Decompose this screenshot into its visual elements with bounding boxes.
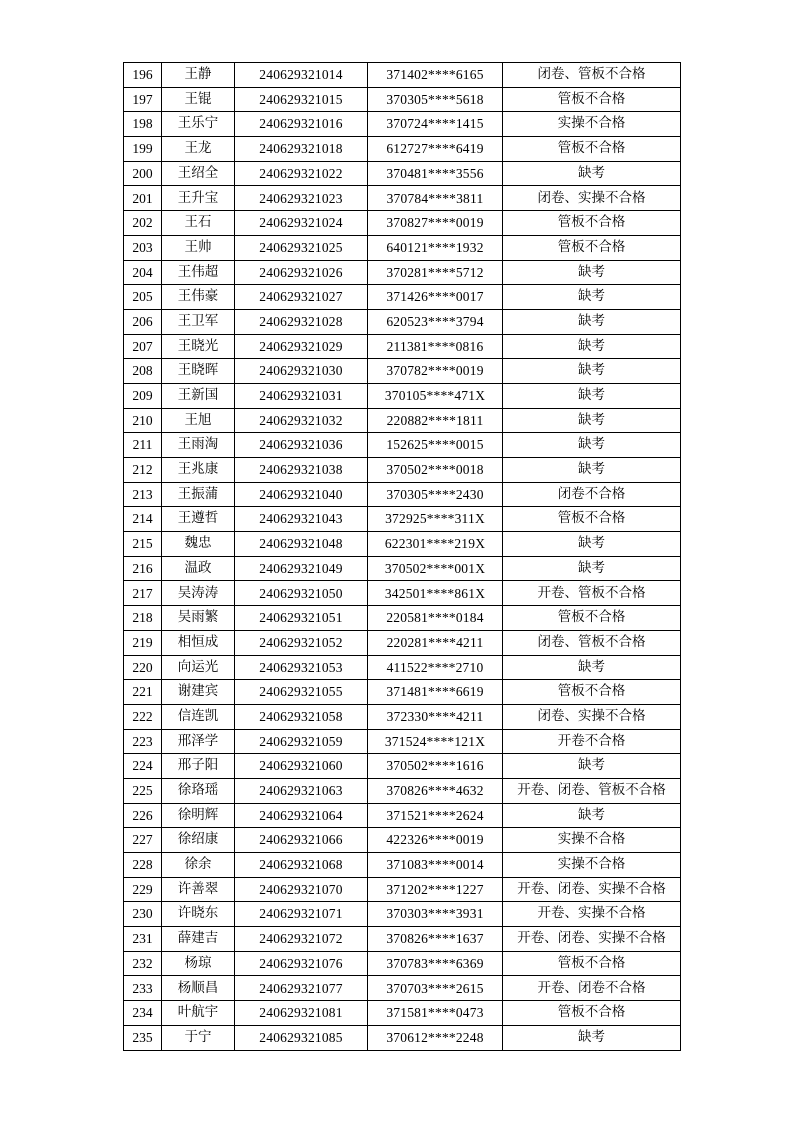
exam-id-cell: 240629321059 <box>235 729 368 754</box>
exam-id-cell: 240629321036 <box>235 433 368 458</box>
row-number-cell: 235 <box>124 1025 162 1050</box>
table-row <box>124 507 681 532</box>
id-card-cell: 371581****0473 <box>368 1001 503 1026</box>
name-cell: 王绍全 <box>162 161 235 186</box>
row-number-cell: 203 <box>124 235 162 260</box>
name-cell: 王遵哲 <box>162 507 235 532</box>
table-row <box>124 383 681 408</box>
table-row <box>124 137 681 162</box>
exam-id-cell: 240629321052 <box>235 630 368 655</box>
name-cell: 徐绍康 <box>162 828 235 853</box>
row-number-cell: 233 <box>124 976 162 1001</box>
table-row <box>124 211 681 236</box>
result-cell: 闭卷、管板不合格 <box>503 63 681 88</box>
table-row <box>124 112 681 137</box>
id-card-cell: 371481****6619 <box>368 680 503 705</box>
id-card-cell: 342501****861X <box>368 581 503 606</box>
result-cell: 缺考 <box>503 754 681 779</box>
id-card-cell: 372330****4211 <box>368 704 503 729</box>
exam-id-cell: 240629321026 <box>235 260 368 285</box>
id-card-cell: 371202****1227 <box>368 877 503 902</box>
table-row <box>124 63 681 88</box>
name-cell: 王晓光 <box>162 334 235 359</box>
row-number-cell: 205 <box>124 285 162 310</box>
table-row <box>124 309 681 334</box>
name-cell: 王伟豪 <box>162 285 235 310</box>
id-card-cell: 411522****2710 <box>368 655 503 680</box>
name-cell: 王升宝 <box>162 186 235 211</box>
exam-id-cell: 240629321028 <box>235 309 368 334</box>
result-cell: 缺考 <box>503 655 681 680</box>
table-row <box>124 828 681 853</box>
table-row <box>124 1025 681 1050</box>
id-card-cell: 370703****2615 <box>368 976 503 1001</box>
result-cell: 开卷、管板不合格 <box>503 581 681 606</box>
row-number-cell: 227 <box>124 828 162 853</box>
result-cell: 缺考 <box>503 161 681 186</box>
result-cell: 管板不合格 <box>503 951 681 976</box>
row-number-cell: 220 <box>124 655 162 680</box>
exam-id-cell: 240629321030 <box>235 359 368 384</box>
name-cell: 徐珞瑶 <box>162 778 235 803</box>
name-cell: 杨顺昌 <box>162 976 235 1001</box>
id-card-cell: 371524****121X <box>368 729 503 754</box>
table-row <box>124 729 681 754</box>
id-card-cell: 211381****0816 <box>368 334 503 359</box>
result-cell: 开卷、闭卷、管板不合格 <box>503 778 681 803</box>
result-cell: 开卷、闭卷不合格 <box>503 976 681 1001</box>
exam-id-cell: 240629321023 <box>235 186 368 211</box>
row-number-cell: 228 <box>124 853 162 878</box>
name-cell: 王晓晖 <box>162 359 235 384</box>
name-cell: 杨琼 <box>162 951 235 976</box>
exam-id-cell: 240629321051 <box>235 606 368 631</box>
id-card-cell: 371521****2624 <box>368 803 503 828</box>
result-cell: 闭卷、实操不合格 <box>503 704 681 729</box>
id-card-cell: 370782****0019 <box>368 359 503 384</box>
result-cell: 闭卷不合格 <box>503 482 681 507</box>
id-card-cell: 370827****0019 <box>368 211 503 236</box>
name-cell: 王静 <box>162 63 235 88</box>
row-number-cell: 213 <box>124 482 162 507</box>
table-row <box>124 408 681 433</box>
id-card-cell: 370784****3811 <box>368 186 503 211</box>
row-number-cell: 232 <box>124 951 162 976</box>
name-cell: 叶航宇 <box>162 1001 235 1026</box>
row-number-cell: 222 <box>124 704 162 729</box>
row-number-cell: 209 <box>124 383 162 408</box>
name-cell: 向运光 <box>162 655 235 680</box>
exam-id-cell: 240629321064 <box>235 803 368 828</box>
exam-id-cell: 240629321024 <box>235 211 368 236</box>
table-row <box>124 1001 681 1026</box>
result-cell: 开卷不合格 <box>503 729 681 754</box>
result-cell: 缺考 <box>503 556 681 581</box>
row-number-cell: 196 <box>124 63 162 88</box>
id-card-cell: 422326****0019 <box>368 828 503 853</box>
table-row <box>124 680 681 705</box>
id-card-cell: 370826****4632 <box>368 778 503 803</box>
exam-id-cell: 240629321016 <box>235 112 368 137</box>
row-number-cell: 197 <box>124 87 162 112</box>
name-cell: 王乐宁 <box>162 112 235 137</box>
result-cell: 开卷、实操不合格 <box>503 902 681 927</box>
row-number-cell: 219 <box>124 630 162 655</box>
id-card-cell: 370105****471X <box>368 383 503 408</box>
table-row <box>124 581 681 606</box>
row-number-cell: 218 <box>124 606 162 631</box>
name-cell: 王旭 <box>162 408 235 433</box>
table-row <box>124 655 681 680</box>
row-number-cell: 204 <box>124 260 162 285</box>
exam-id-cell: 240629321085 <box>235 1025 368 1050</box>
name-cell: 王兆康 <box>162 458 235 483</box>
name-cell: 王伟超 <box>162 260 235 285</box>
result-cell: 管板不合格 <box>503 507 681 532</box>
id-card-cell: 370281****5712 <box>368 260 503 285</box>
name-cell: 王振蒲 <box>162 482 235 507</box>
name-cell: 吴涛涛 <box>162 581 235 606</box>
row-number-cell: 224 <box>124 754 162 779</box>
exam-id-cell: 240629321060 <box>235 754 368 779</box>
id-card-cell: 622301****219X <box>368 532 503 557</box>
row-number-cell: 215 <box>124 532 162 557</box>
exam-id-cell: 240629321055 <box>235 680 368 705</box>
table-row <box>124 630 681 655</box>
id-card-cell: 370724****1415 <box>368 112 503 137</box>
result-cell: 实操不合格 <box>503 853 681 878</box>
exam-id-cell: 240629321029 <box>235 334 368 359</box>
id-card-cell: 371083****0014 <box>368 853 503 878</box>
row-number-cell: 206 <box>124 309 162 334</box>
exam-id-cell: 240629321040 <box>235 482 368 507</box>
table-row <box>124 853 681 878</box>
exam-id-cell: 240629321025 <box>235 235 368 260</box>
table-row <box>124 433 681 458</box>
id-card-cell: 612727****6419 <box>368 137 503 162</box>
row-number-cell: 207 <box>124 334 162 359</box>
name-cell: 王帅 <box>162 235 235 260</box>
table-row <box>124 778 681 803</box>
exam-id-cell: 240629321027 <box>235 285 368 310</box>
result-cell: 管板不合格 <box>503 235 681 260</box>
row-number-cell: 230 <box>124 902 162 927</box>
row-number-cell: 221 <box>124 680 162 705</box>
exam-id-cell: 240629321043 <box>235 507 368 532</box>
id-card-cell: 370481****3556 <box>368 161 503 186</box>
result-cell: 缺考 <box>503 803 681 828</box>
table-row <box>124 532 681 557</box>
table-row <box>124 359 681 384</box>
result-cell: 管板不合格 <box>503 87 681 112</box>
result-cell: 缺考 <box>503 260 681 285</box>
id-card-cell: 220281****4211 <box>368 630 503 655</box>
row-number-cell: 211 <box>124 433 162 458</box>
name-cell: 徐明辉 <box>162 803 235 828</box>
id-card-cell: 640121****1932 <box>368 235 503 260</box>
table-row <box>124 556 681 581</box>
table-row <box>124 87 681 112</box>
row-number-cell: 199 <box>124 137 162 162</box>
result-cell: 实操不合格 <box>503 112 681 137</box>
row-number-cell: 231 <box>124 927 162 952</box>
exam-id-cell: 240629321077 <box>235 976 368 1001</box>
name-cell: 于宁 <box>162 1025 235 1050</box>
id-card-cell: 370502****1616 <box>368 754 503 779</box>
exam-id-cell: 240629321022 <box>235 161 368 186</box>
exam-id-cell: 240629321015 <box>235 87 368 112</box>
id-card-cell: 152625****0015 <box>368 433 503 458</box>
result-cell: 管板不合格 <box>503 1001 681 1026</box>
row-number-cell: 202 <box>124 211 162 236</box>
exam-id-cell: 240629321070 <box>235 877 368 902</box>
row-number-cell: 210 <box>124 408 162 433</box>
table-row <box>124 754 681 779</box>
name-cell: 徐余 <box>162 853 235 878</box>
name-cell: 魏忠 <box>162 532 235 557</box>
exam-id-cell: 240629321032 <box>235 408 368 433</box>
name-cell: 相恒成 <box>162 630 235 655</box>
name-cell: 许善翠 <box>162 877 235 902</box>
id-card-cell: 370826****1637 <box>368 927 503 952</box>
table-row <box>124 235 681 260</box>
table-row <box>124 260 681 285</box>
row-number-cell: 216 <box>124 556 162 581</box>
row-number-cell: 214 <box>124 507 162 532</box>
exam-id-cell: 240629321050 <box>235 581 368 606</box>
id-card-cell: 371402****6165 <box>368 63 503 88</box>
name-cell: 邢泽学 <box>162 729 235 754</box>
name-cell: 吴雨繁 <box>162 606 235 631</box>
row-number-cell: 201 <box>124 186 162 211</box>
table-row <box>124 606 681 631</box>
result-cell: 缺考 <box>503 309 681 334</box>
exam-id-cell: 240629321049 <box>235 556 368 581</box>
result-cell: 缺考 <box>503 408 681 433</box>
id-card-cell: 370502****0018 <box>368 458 503 483</box>
result-cell: 缺考 <box>503 383 681 408</box>
result-cell: 闭卷、管板不合格 <box>503 630 681 655</box>
name-cell: 王石 <box>162 211 235 236</box>
table-row <box>124 877 681 902</box>
table-row <box>124 704 681 729</box>
row-number-cell: 229 <box>124 877 162 902</box>
id-card-cell: 370502****001X <box>368 556 503 581</box>
table-row <box>124 927 681 952</box>
row-number-cell: 217 <box>124 581 162 606</box>
row-number-cell: 226 <box>124 803 162 828</box>
result-cell: 管板不合格 <box>503 606 681 631</box>
table-row <box>124 334 681 359</box>
result-cell: 缺考 <box>503 433 681 458</box>
result-cell: 缺考 <box>503 458 681 483</box>
exam-id-cell: 240629321018 <box>235 137 368 162</box>
row-number-cell: 234 <box>124 1001 162 1026</box>
id-card-cell: 620523****3794 <box>368 309 503 334</box>
exam-id-cell: 240629321072 <box>235 927 368 952</box>
results-table-body <box>124 63 681 1051</box>
id-card-cell: 370783****6369 <box>368 951 503 976</box>
exam-id-cell: 240629321081 <box>235 1001 368 1026</box>
name-cell: 邢子阳 <box>162 754 235 779</box>
name-cell: 谢建宾 <box>162 680 235 705</box>
name-cell: 温政 <box>162 556 235 581</box>
result-cell: 管板不合格 <box>503 211 681 236</box>
exam-id-cell: 240629321076 <box>235 951 368 976</box>
name-cell: 王龙 <box>162 137 235 162</box>
table-row <box>124 161 681 186</box>
table-row <box>124 285 681 310</box>
exam-id-cell: 240629321058 <box>235 704 368 729</box>
result-cell: 缺考 <box>503 285 681 310</box>
exam-id-cell: 240629321053 <box>235 655 368 680</box>
table-row <box>124 482 681 507</box>
exam-id-cell: 240629321071 <box>235 902 368 927</box>
result-cell: 管板不合格 <box>503 680 681 705</box>
exam-id-cell: 240629321048 <box>235 532 368 557</box>
name-cell: 王锟 <box>162 87 235 112</box>
exam-id-cell: 240629321031 <box>235 383 368 408</box>
table-row <box>124 902 681 927</box>
table-row <box>124 458 681 483</box>
id-card-cell: 372925****311X <box>368 507 503 532</box>
id-card-cell: 220581****0184 <box>368 606 503 631</box>
name-cell: 信连凯 <box>162 704 235 729</box>
row-number-cell: 225 <box>124 778 162 803</box>
row-number-cell: 223 <box>124 729 162 754</box>
result-cell: 缺考 <box>503 359 681 384</box>
name-cell: 王新国 <box>162 383 235 408</box>
name-cell: 薛建吉 <box>162 927 235 952</box>
name-cell: 许晓东 <box>162 902 235 927</box>
result-cell: 管板不合格 <box>503 137 681 162</box>
row-number-cell: 200 <box>124 161 162 186</box>
name-cell: 王雨淘 <box>162 433 235 458</box>
id-card-cell: 371426****0017 <box>368 285 503 310</box>
table-row <box>124 976 681 1001</box>
id-card-cell: 370305****5618 <box>368 87 503 112</box>
result-cell: 缺考 <box>503 1025 681 1050</box>
row-number-cell: 198 <box>124 112 162 137</box>
table-row <box>124 803 681 828</box>
id-card-cell: 370612****2248 <box>368 1025 503 1050</box>
id-card-cell: 370305****2430 <box>368 482 503 507</box>
row-number-cell: 208 <box>124 359 162 384</box>
exam-id-cell: 240629321066 <box>235 828 368 853</box>
table-row <box>124 186 681 211</box>
result-cell: 缺考 <box>503 532 681 557</box>
row-number-cell: 212 <box>124 458 162 483</box>
result-cell: 实操不合格 <box>503 828 681 853</box>
exam-id-cell: 240629321068 <box>235 853 368 878</box>
table-row <box>124 951 681 976</box>
result-cell: 开卷、闭卷、实操不合格 <box>503 877 681 902</box>
exam-id-cell: 240629321014 <box>235 63 368 88</box>
result-cell: 开卷、闭卷、实操不合格 <box>503 927 681 952</box>
exam-id-cell: 240629321063 <box>235 778 368 803</box>
exam-id-cell: 240629321038 <box>235 458 368 483</box>
result-cell: 缺考 <box>503 334 681 359</box>
results-table <box>123 62 681 1051</box>
id-card-cell: 220882****1811 <box>368 408 503 433</box>
id-card-cell: 370303****3931 <box>368 902 503 927</box>
result-cell: 闭卷、实操不合格 <box>503 186 681 211</box>
name-cell: 王卫军 <box>162 309 235 334</box>
